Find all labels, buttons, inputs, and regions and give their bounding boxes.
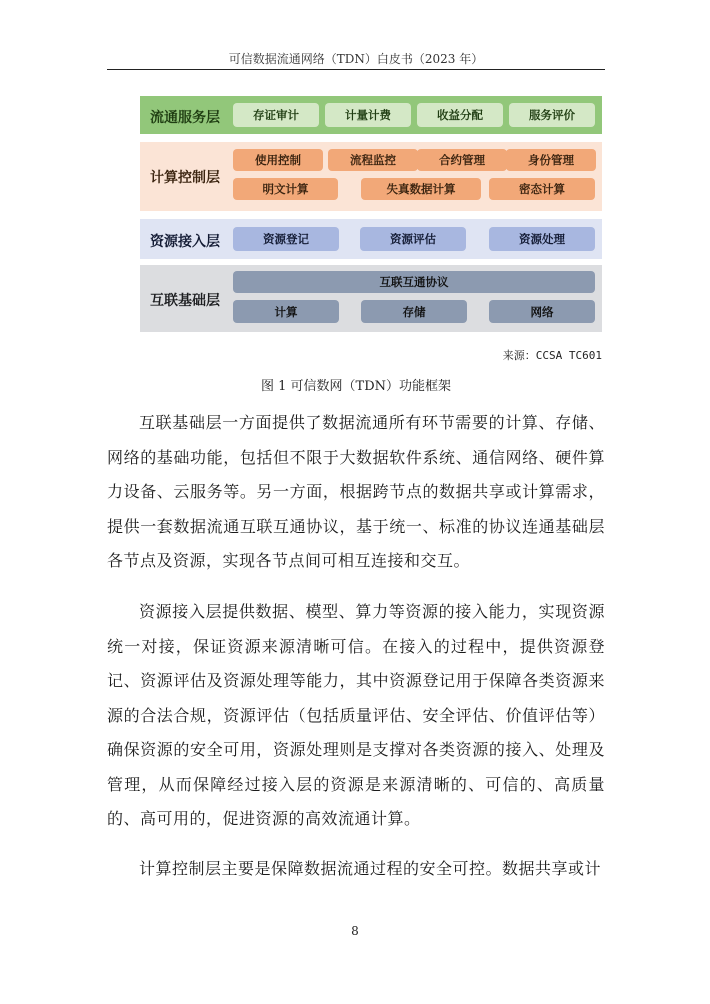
compute-item: 密态计算 — [489, 178, 595, 200]
figure-source: 来源：CCSA TC601 — [502, 349, 602, 362]
access-item: 资源处理 — [489, 227, 595, 251]
layer-service — [140, 96, 602, 134]
service-item: 存证审计 — [233, 103, 319, 127]
page-header: 可信数据流通网络（TDN）白皮书（2023 年） — [228, 52, 484, 66]
compute-item: 身份管理 — [506, 149, 596, 171]
layer-base-title: 互联基础层 — [150, 293, 220, 309]
header-rule — [107, 69, 605, 70]
layer-access-title: 资源接入层 — [150, 234, 220, 250]
layer-resource-access — [140, 219, 602, 259]
compute-item: 失真数据计算 — [361, 178, 481, 200]
access-item: 资源评估 — [360, 227, 466, 251]
body-paragraph — [107, 852, 605, 887]
base-item: 计算 — [233, 300, 339, 323]
compute-item: 明文计算 — [233, 178, 338, 200]
service-item: 计量计费 — [325, 103, 411, 127]
paragraph-text: 资源接入层提供数据、模型、算力等资源的接入能力，实现资源统一对接，保证资源来源清晰可信。在接入的过程中，提供资源登记、资源评估及资源处理等能力，其中资源登记用于保障各类资源来源的合法合规，资源评估（包括质量评估、安全评估、价值评估等）确保资源的安全可用，资源处理则是支撑对各类资源的接入、处理及管理，从而保障经过接入层的资源是来源清晰的、可信的、高质量的、高可用的，促进资源的高效流通计算。 — [107, 602, 605, 828]
access-item: 资源登记 — [233, 227, 339, 251]
protocol-bar: 互联互通协议 — [233, 271, 595, 293]
layer-compute-title: 计算控制层 — [150, 170, 220, 186]
body-paragraph — [107, 595, 605, 837]
service-item: 收益分配 — [417, 103, 503, 127]
base-item: 网络 — [489, 300, 595, 323]
paragraph-text: 互联基础层一方面提供了数据流通所有环节需要的计算、存储、网络的基础功能，包括但不限于大数据软件系统、通信网络、硬件算力设备、云服务等。另一方面，根据跨节点的数据共享或计算需求，提供一套数据流通互联互通协议，基于统一、标准的协议连通基础层各节点及资源，实现各节点间可相互连接和交互。 — [107, 413, 605, 570]
page-number: 8 — [351, 924, 359, 938]
compute-item: 流程监控 — [328, 149, 418, 171]
figure-caption: 图 1 可信数网（TDN）功能框架 — [260, 379, 451, 394]
compute-item: 合约管理 — [417, 149, 507, 171]
paragraph-text: 计算控制层主要是保障数据流通过程的安全可控。数据共享或计 — [139, 859, 602, 878]
base-item: 存储 — [361, 300, 467, 323]
layer-service-title: 流通服务层 — [150, 110, 220, 126]
service-item: 服务评价 — [509, 103, 595, 127]
layer-compute-control — [140, 142, 602, 211]
layer-interconnect-base — [140, 265, 602, 332]
body-paragraph — [107, 406, 605, 579]
compute-item: 使用控制 — [233, 149, 323, 171]
